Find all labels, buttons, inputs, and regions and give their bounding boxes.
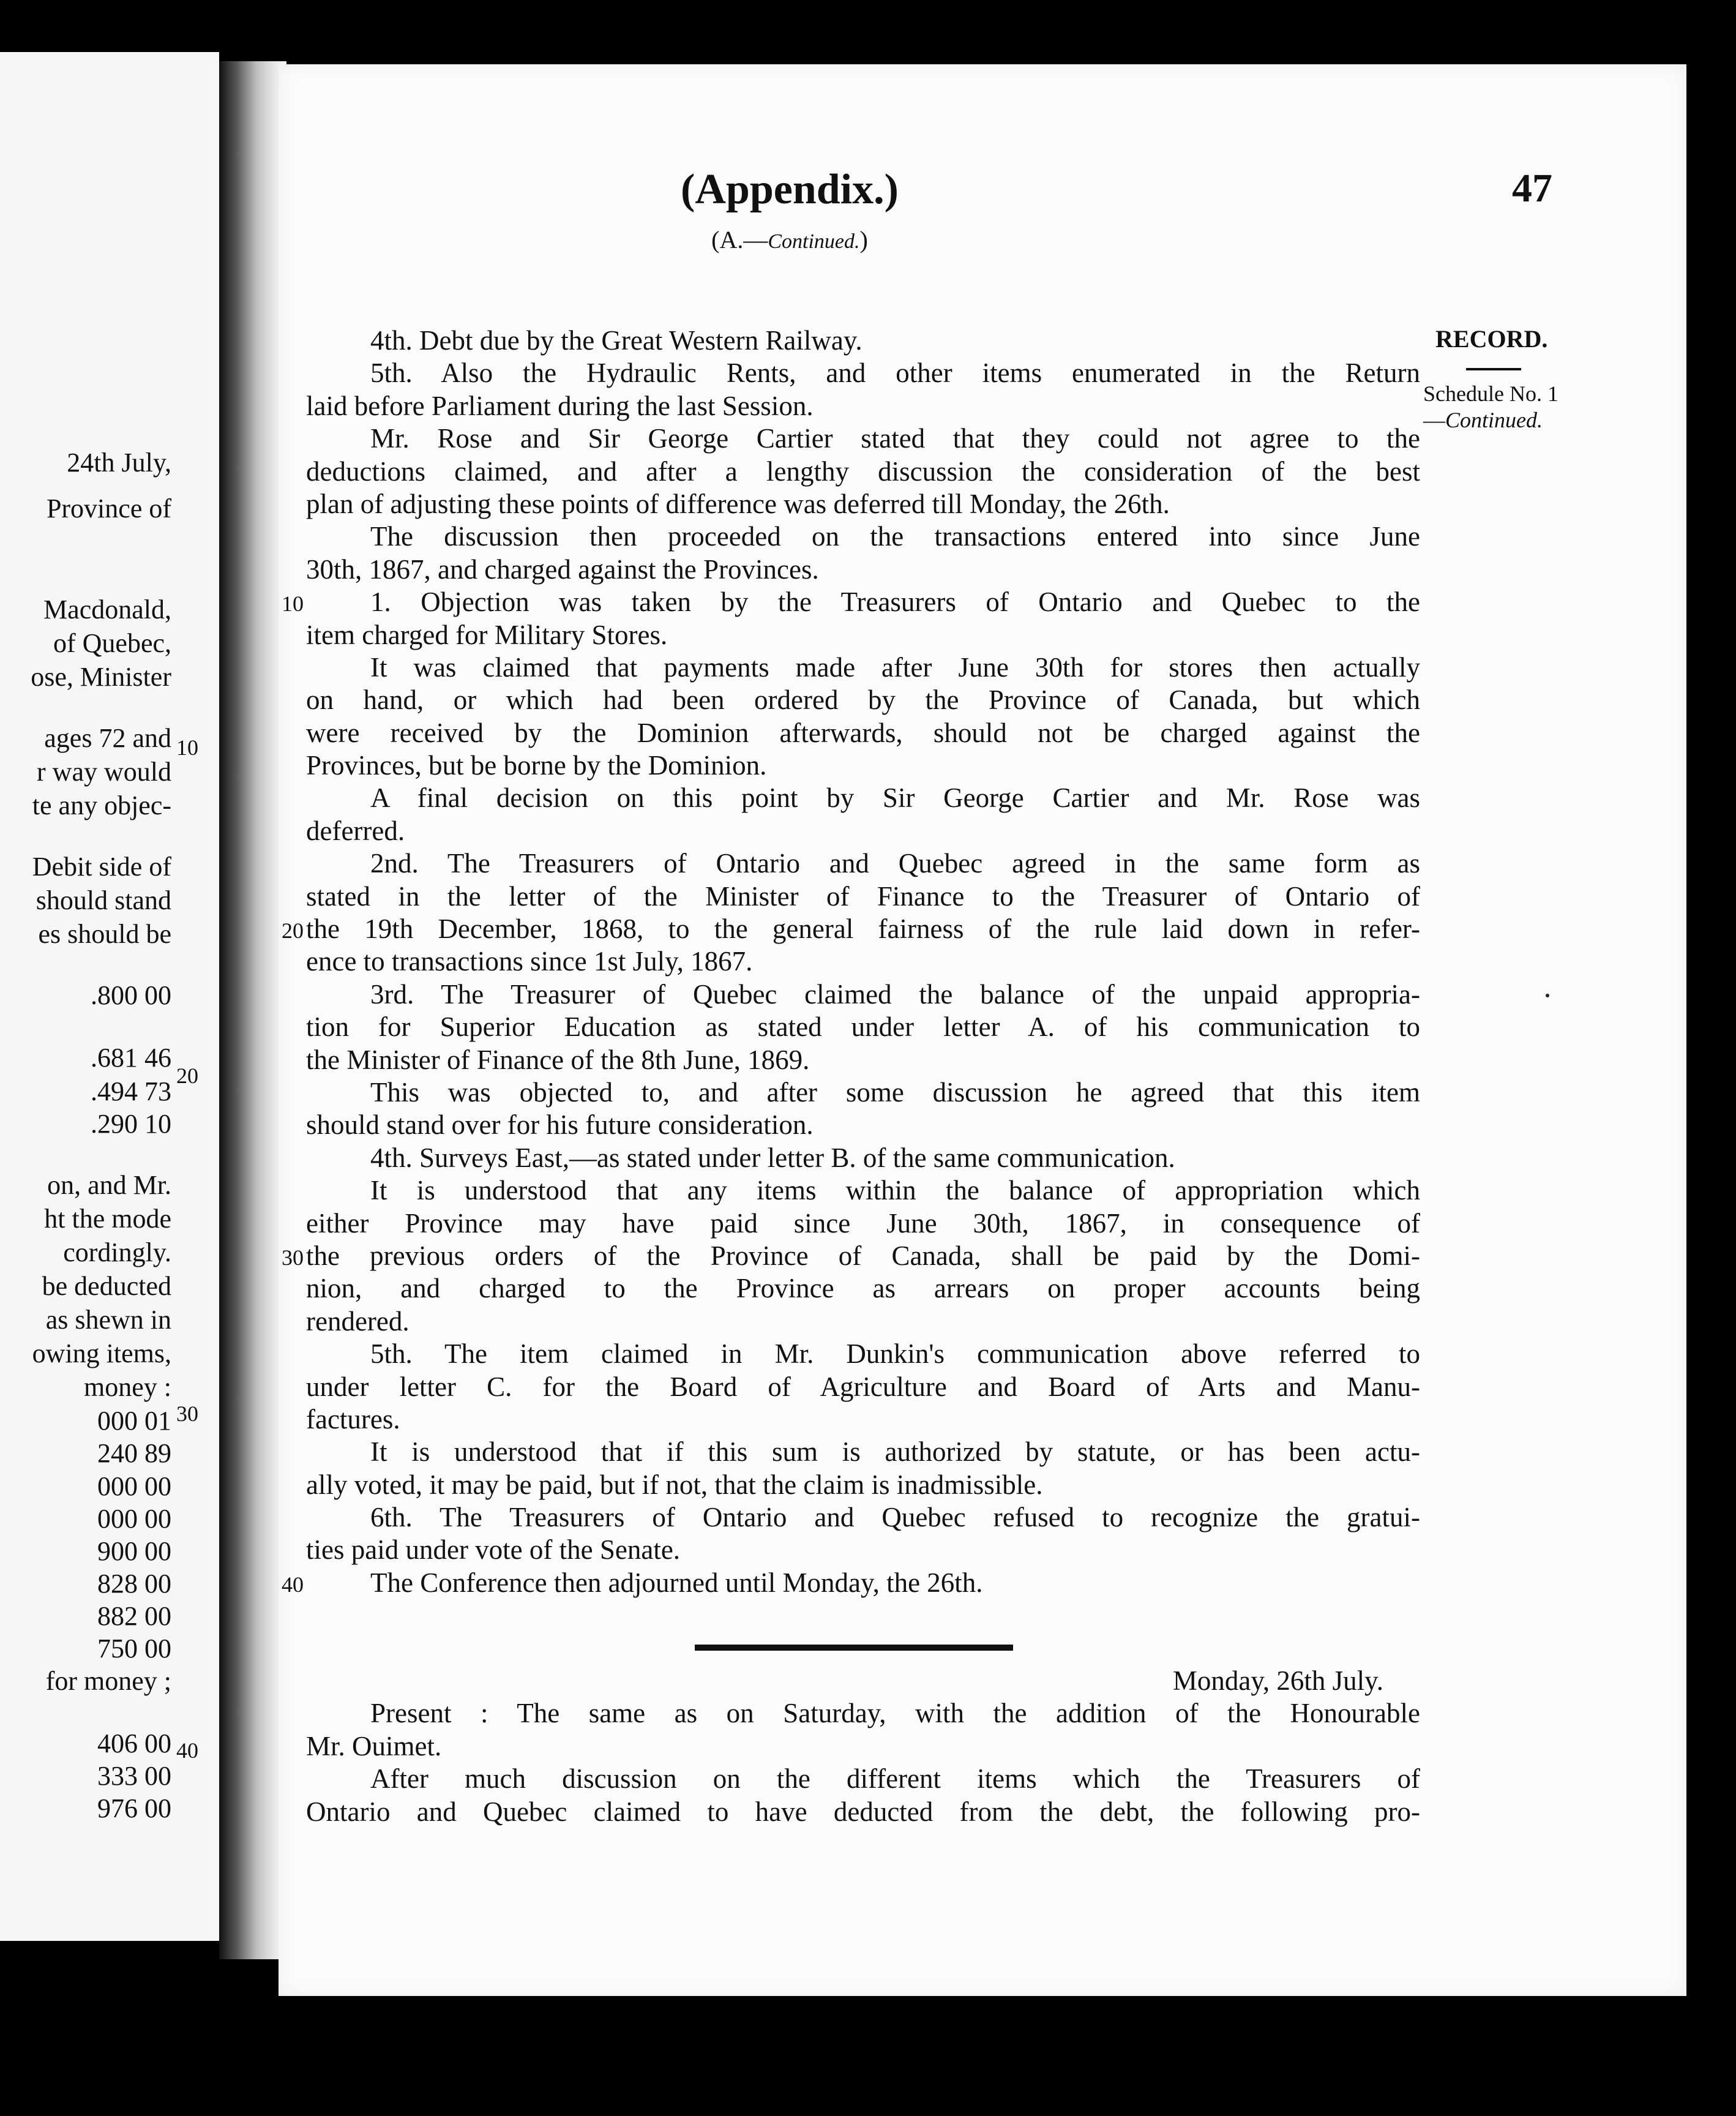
body-line: tion for Superior Education as stated under letter A. of his communication to [306, 1011, 1420, 1043]
left-page-line: 333 00 [97, 1761, 171, 1791]
left-page-line: 240 89 [97, 1438, 171, 1468]
body-line: stated in the letter of the Minister of Finance to the Treasurer of Ontario of [306, 880, 1420, 912]
body-line: 5th. The item claimed in Mr. Dunkin's communication above referred to [370, 1338, 1420, 1370]
body-line: Provinces, but be borne by the Dominion. [306, 750, 767, 781]
body-line: It is understood that if this sum is authorized by statute, or has been actu- [370, 1436, 1420, 1468]
sidebar-rule [1466, 368, 1521, 370]
body-line: 30th, 1867, and charged against the Provinces. [306, 553, 819, 585]
left-page-line: 900 00 [97, 1536, 171, 1566]
left-page-line: ose, Minister [31, 662, 171, 692]
left-page-line: es should be [38, 919, 171, 949]
body-line: ence to transactions since 1st July, 1867. [306, 946, 753, 977]
subtitle-suffix: ) [859, 226, 868, 253]
body-line: should stand over for his future consideration. [306, 1109, 814, 1141]
body-line: Mr. Ouimet. [306, 1730, 442, 1761]
section-divider-rule [695, 1645, 1013, 1651]
left-page-line: 24th July, [67, 448, 171, 478]
left-margin-number: 20 [176, 1064, 198, 1088]
left-page-line: owing items, [32, 1338, 171, 1368]
body-line: deductions claimed, and after a lengthy discussion the consideration of the best [306, 456, 1420, 487]
body-line: factures. [306, 1403, 400, 1435]
body-line: item charged for Military Stores. [306, 619, 668, 650]
margin-line-number: 20 [282, 918, 304, 944]
sidebar-schedule-note [1423, 381, 1570, 433]
body-line: the 19th December, 1868, to the general fairness of the rule laid down in refer- [306, 914, 1420, 945]
left-page-line: on, and Mr. [47, 1170, 171, 1200]
body-line: A final decision on this point by Sir George Cartier and Mr. Rose was [370, 782, 1420, 814]
subtitle-prefix: (A.— [711, 226, 768, 253]
left-page-line: as shewn in [45, 1305, 171, 1335]
body-line: This was objected to, and after some discussion he agreed that this item [370, 1076, 1420, 1108]
left-page-line: Macdonald, [43, 595, 171, 625]
body-line: Mr. Rose and Sir George Cartier stated that they could not agree to the [370, 423, 1420, 454]
sidebar-record-heading: RECORD. [1435, 325, 1548, 353]
body-line: plan of adjusting these points of difference was deferred till Monday, the 26th. [306, 488, 1170, 519]
body-line: After much discussion on the different items which the Treasurers of [370, 1763, 1420, 1795]
left-facing-page [0, 52, 219, 1941]
left-page-line: for money ; [45, 1666, 171, 1696]
left-margin-number: 40 [176, 1738, 198, 1763]
page-number: 47 [1512, 166, 1552, 211]
left-page-line: 000 01 [97, 1406, 171, 1436]
left-page-line: 828 00 [97, 1569, 171, 1599]
left-page-line: money : [84, 1372, 171, 1402]
body-line: 4th. Debt due by the Great Western Railway. [370, 325, 862, 356]
left-page-line: ages 72 and [44, 723, 171, 753]
left-page-line: .290 10 [91, 1109, 171, 1139]
body-line: 3rd. The Treasurer of Quebec claimed the balance of the unpaid appropria- [370, 978, 1420, 1010]
left-page-line: 976 00 [97, 1793, 171, 1823]
margin-line-number: 30 [282, 1245, 304, 1270]
page-title: (Appendix.) [681, 166, 899, 213]
left-margin-number: 30 [176, 1401, 198, 1426]
left-page-line: 882 00 [97, 1601, 171, 1631]
left-page-line: .800 00 [91, 980, 171, 1010]
left-page-line: te any objec- [32, 790, 171, 820]
body-line: nion, and charged to the Province as arrears on proper accounts being [306, 1273, 1420, 1304]
body-line: ally voted, it may be paid, but if not, that the claim is inadmissible. [306, 1469, 1043, 1500]
left-page-line: Province of [46, 493, 171, 523]
body-line: rendered. [306, 1305, 410, 1337]
left-page-line: 750 00 [97, 1634, 171, 1664]
left-page-line: 000 00 [97, 1504, 171, 1534]
left-page-line: .494 73 [91, 1076, 171, 1106]
body-line: The Conference then adjourned until Monday, the 26th. [370, 1567, 983, 1598]
body-line: It was claimed that payments made after June 30th for stores then actually [370, 651, 1420, 683]
body-line: 5th. Also the Hydraulic Rents, and other items enumerated in the Return [370, 358, 1420, 389]
schedule-continued: Continued. [1445, 408, 1543, 432]
body-line: 1. Objection was taken by the Treasurers of Ontario and Quebec to the [370, 587, 1420, 618]
body-line: on hand, or which had been ordered by the Province of Canada, but which [306, 685, 1420, 716]
left-page-line: cordingly. [63, 1237, 171, 1267]
margin-line-number: 10 [282, 591, 304, 617]
subtitle-continued: Continued. [768, 230, 860, 253]
body-line: the previous orders of the Province of Canada, shall be paid by the Domi- [306, 1240, 1420, 1271]
body-line: laid before Parliament during the last Session. [306, 390, 814, 421]
left-page-line: 406 00 [97, 1728, 171, 1758]
left-page-line: be deducted [42, 1271, 171, 1301]
book-gutter-shadow [219, 61, 286, 1959]
body-line: Present : The same as on Saturday, with the addition of the Honourable [370, 1698, 1420, 1729]
left-page-line: should stand [36, 885, 171, 915]
left-page-line: 000 00 [97, 1471, 171, 1501]
body-line: It is understood that any items within the balance of appropriation which [370, 1175, 1420, 1206]
body-line: 6th. The Treasurers of Ontario and Quebec refused to recognize the gratui- [370, 1502, 1420, 1533]
body-line: were received by the Dominion afterwards, should not be charged against the [306, 717, 1420, 748]
body-line: Monday, 26th July. [1172, 1665, 1383, 1697]
margin-line-number: 40 [282, 1572, 304, 1597]
body-text [306, 325, 1420, 1828]
left-page-line: of Quebec, [53, 628, 171, 658]
schedule-label: Schedule No. 1— [1423, 381, 1558, 432]
body-line: Ontario and Quebec claimed to have deducted from the debt, the following pro- [306, 1796, 1420, 1827]
body-line: the Minister of Finance of the 8th June, 1869. [306, 1044, 810, 1075]
left-page-line: Debit side of [32, 852, 171, 882]
body-line: The discussion then proceeded on the transactions entered into since June [370, 521, 1420, 552]
body-line: ties paid under vote of the Senate. [306, 1534, 681, 1566]
body-line: 4th. Surveys East,—as stated under letter B. of the same communication. [370, 1142, 1175, 1173]
page-subtitle [468, 225, 1111, 254]
left-page-line: r way would [37, 757, 171, 787]
left-page-line: .681 46 [91, 1043, 171, 1073]
left-page-line: ht the mode [44, 1204, 171, 1234]
left-margin-number: 10 [176, 735, 198, 760]
body-line: deferred. [306, 815, 405, 846]
print-speck [1546, 994, 1549, 997]
body-line: 2nd. The Treasurers of Ontario and Quebec agreed in the same form as [370, 848, 1420, 879]
body-line: under letter C. for the Board of Agriculture and Board of Arts and Manu- [306, 1371, 1420, 1402]
body-line: either Province may have paid since June 30th, 1867, in consequence of [306, 1207, 1420, 1239]
blank-line [306, 1599, 1420, 1632]
